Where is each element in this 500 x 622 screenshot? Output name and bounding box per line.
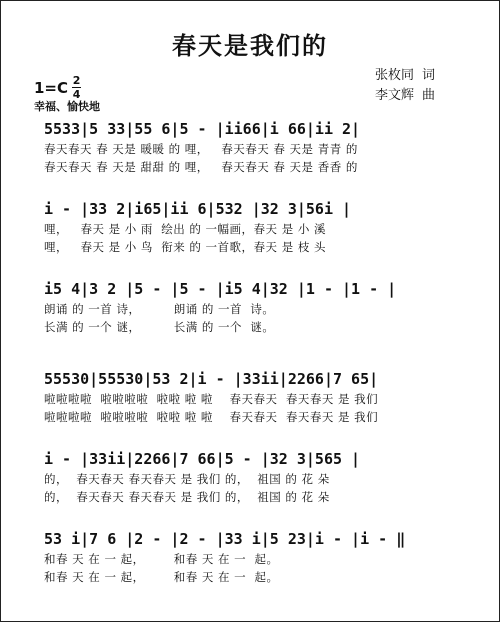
composer-line bbox=[375, 86, 435, 106]
lyricist-line bbox=[375, 66, 435, 86]
lyric-verse-1: 朗诵 的 一首 诗， 朗诵 的 一首 诗。 bbox=[44, 302, 275, 316]
credits bbox=[375, 66, 435, 106]
lyric-verse-1: 哩， 春天 是 小 雨 绘出 的 一幅画，春天 是 小 溪 bbox=[44, 222, 327, 236]
music-system-2 bbox=[44, 198, 464, 256]
notation-line: 53 i|7 6 |2 - |2 - |33 i|5 23|i - |i - ‖ bbox=[44, 530, 406, 548]
tempo-mood: 幸福、愉快地 bbox=[34, 100, 100, 113]
lyric-verse-2: 长满 的 一个 谜， 长满 的 一个 谜。 bbox=[44, 320, 275, 334]
music-system-1 bbox=[44, 118, 464, 176]
lyric-verse-2: 啦啦啦啦 啦啦啦啦 啦啦 啦 啦 春天春天 春天春天 是 我们 bbox=[44, 410, 379, 424]
lyric-verse-1: 春天春天 春 天是 暖暖 的 哩， 春天春天 春 天是 青青 的 bbox=[44, 142, 358, 156]
key-signature bbox=[34, 75, 81, 100]
music-system-4 bbox=[44, 368, 464, 426]
notation-line: 5533|5 33|55 6|5 - |ii66|i 66|ii 2| bbox=[44, 120, 361, 138]
lyric-verse-2: 的， 春天春天 春天春天 是 我们 的， 祖国 的 花 朵 bbox=[44, 490, 330, 504]
key-label: 1=C bbox=[34, 78, 69, 97]
music-system-5 bbox=[44, 448, 464, 506]
time-signature-top: 2 bbox=[72, 74, 81, 87]
lyric-verse-2: 哩， 春天 是 小 鸟 衔来 的 一首歌，春天 是 枝 头 bbox=[44, 240, 327, 254]
lyric-verse-1: 的， 春天春天 春天春天 是 我们 的， 祖国 的 花 朵 bbox=[44, 472, 330, 486]
lyricist-role: 词 bbox=[422, 68, 436, 83]
music-system-3 bbox=[44, 278, 464, 336]
song-title: 春天是我们的 bbox=[172, 31, 328, 60]
notation-line: 55530|55530|53 2|i - |33ii|2266|7 65| bbox=[44, 370, 379, 388]
lyric-verse-2: 和春 天 在 一 起， 和春 天 在 一 起。 bbox=[44, 570, 279, 584]
lyric-verse-1: 啦啦啦啦 啦啦啦啦 啦啦 啦 啦 春天春天 春天春天 是 我们 bbox=[44, 392, 379, 406]
composer-name: 李文辉 bbox=[375, 88, 415, 103]
notation-line: i - |33 2|i65|ii 6|532 |32 3|56i | bbox=[44, 200, 352, 218]
lyric-verse-2: 春天春天 春 天是 甜甜 的 哩， 春天春天 春 天是 香香 的 bbox=[44, 160, 358, 174]
notation-line: i - |33ii|2266|7 66|5 - |32 3|565 | bbox=[44, 450, 361, 468]
music-system-6 bbox=[44, 528, 464, 586]
time-signature-bottom: 4 bbox=[72, 88, 81, 101]
lyricist-name: 张枚同 bbox=[375, 68, 415, 83]
time-signature bbox=[72, 75, 81, 100]
notation-line: i5 4|3 2 |5 - |5 - |i5 4|32 |1 - |1 - | bbox=[44, 280, 397, 298]
lyric-verse-1: 和春 天 在 一 起， 和春 天 在 一 起。 bbox=[44, 552, 279, 566]
composer-role: 曲 bbox=[422, 88, 436, 103]
